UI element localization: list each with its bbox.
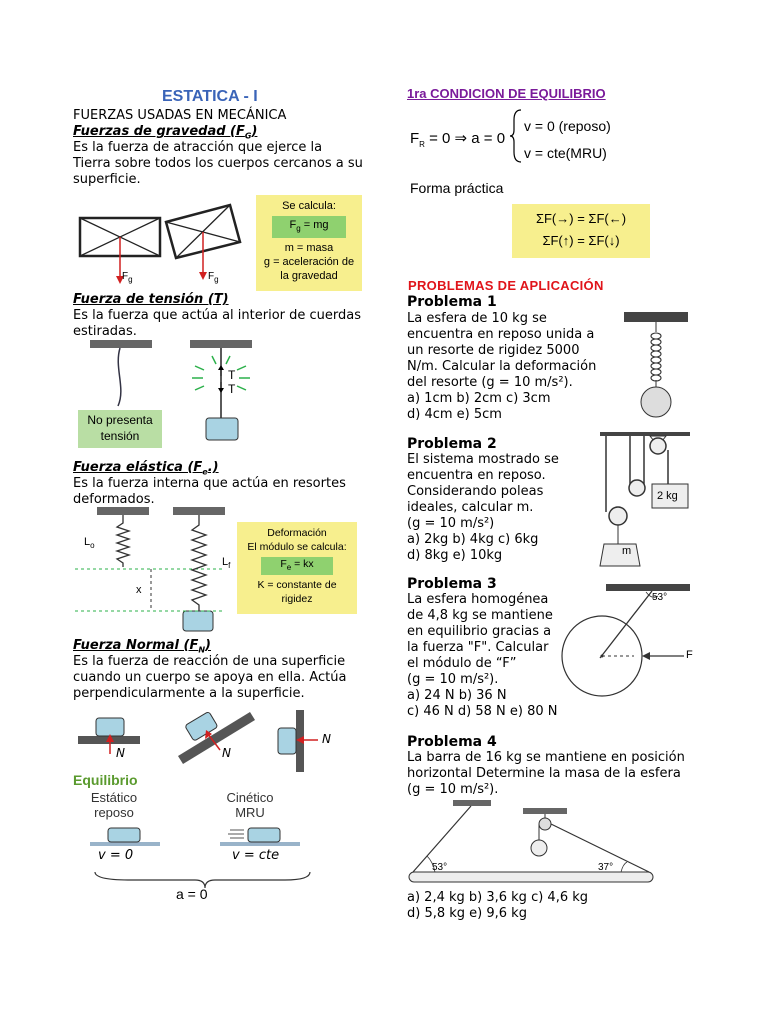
fg-label-2: $F_g$ <box>208 271 219 284</box>
spring-diagram <box>75 505 245 633</box>
problem-3-text: La esfera homogénea de 4,8 kg se mantiene en equilibrio gracias a la fuerza "F". Calcular el módulo de “F” (g = 10 m/s²). a) 24 N b) 36 N c) 46 N d) 58 N e) 80 N <box>407 592 558 719</box>
normal-diagram <box>78 706 338 776</box>
problem-3-title: Problema 3 <box>407 576 497 592</box>
practical-form: Forma práctica <box>410 180 504 196</box>
case-mru: v = cte(MRU) <box>524 145 607 161</box>
problem-3-f-label: F <box>686 649 693 661</box>
brace <box>509 108 523 164</box>
problem-4-options: a) 2,4 kg b) 3,6 kg c) 4,6 kg d) 5,8 kg e) 9,6 kg <box>407 890 589 921</box>
problem-1-title: Problema 1 <box>407 294 497 310</box>
condition-title: 1ra CONDICION DE EQUILIBRIO <box>407 86 606 101</box>
normal-n-label-2: N <box>222 746 231 760</box>
problem-1-diagram <box>622 312 692 422</box>
tension-text: Es la fuerza que actúa al interior de cuerdas estiradas. <box>73 308 361 339</box>
problems-title: PROBLEMAS DE APLICACIÓN <box>408 278 604 293</box>
lo-label: $L_o$ <box>84 536 95 551</box>
no-tension-box: No presenta tensión <box>78 410 162 448</box>
gravity-heading: Fuerzas de gravedad $(F_G)$ <box>73 124 258 141</box>
elastic-formula-box: Deformación El módulo se calcula: $F_e$ = kx K = constante de rigidez <box>237 522 357 614</box>
case-rest: v = 0 (reposo) <box>524 118 611 134</box>
problem-2-text: El sistema mostrado se encuentra en reposo. Considerando poleas ideales, calcular m. (g = 10 m/s²) a) 2kg b) 4kg c) 6kg d) 8kg e) 10kg <box>407 452 559 563</box>
gravity-text: Es la fuerza de atracción que ejerce la Tierra sobre todos los cuerpos cercanos a su superficie. <box>73 140 363 187</box>
problem-2-title: Problema 2 <box>407 436 497 452</box>
problem-4-diagram <box>405 800 655 892</box>
problem-3-angle: 53° <box>652 592 668 603</box>
vcte-label: v = cte <box>232 848 280 863</box>
fg-label-1: $F_g$ <box>122 271 133 284</box>
problem-3-diagram <box>560 584 700 700</box>
problem-4-title: Problema 4 <box>407 734 497 750</box>
practical-formula-box: ΣF(→) = ΣF(←) ΣF(↑) = ΣF(↓) <box>512 204 650 258</box>
normal-text: Es la fuerza de reacción de una superficie cuando un cuerpo se apoya en ella. Actúa perpendicularmente a la superficie. <box>73 654 347 701</box>
normal-heading: Fuerza Normal $(F_N)$ <box>73 638 211 655</box>
tension-t-label-2: T <box>228 382 236 396</box>
elastic-heading: Fuerza elástica $(F_e.)$ <box>73 460 219 477</box>
normal-n-label-1: N <box>116 746 125 760</box>
gravity-formula-box: Se calcula: $F_g$ = mg m = masa g = aceleración de la gravedad <box>256 195 362 291</box>
problem-4-text: La barra de 16 kg se mantiene en posición horizontal Determine la masa de la esfera (g = 10 m/s²). <box>407 750 685 797</box>
problem-2-mass-label: 2 kg <box>657 490 678 502</box>
static-label: Estático reposo <box>90 790 138 820</box>
tension-heading: Fuerza de tensión (T) <box>73 292 229 307</box>
section-subtitle: FUERZAS USADAS EN MECÁNICA <box>73 108 287 123</box>
problem-4-angle-right: 37° <box>598 862 614 873</box>
problem-2-m-label: m <box>622 545 632 557</box>
equilibrium-equation: $F_R = 0$ ⇒ a = 0 <box>410 130 506 149</box>
gravity-diagram <box>70 200 250 290</box>
elastic-text: Es la fuerza interna que actúa en resortes deformados. <box>73 476 346 507</box>
problem-2-diagram <box>600 432 692 568</box>
equilibrium-title: Equilibrio <box>73 772 138 788</box>
x-label: x <box>136 584 142 596</box>
a0-label: a = 0 <box>176 886 208 902</box>
problem-4-angle-left: 53° <box>432 862 448 873</box>
problem-1-text: La esfera de 10 kg se encuentra en reposo unida a un resorte de rigidez 5000 N/m. Calcular la deformación del resorte (g = 10 m/s²). a) 1cm b) 2cm c) 3cm d) 4cm e) 5cm <box>407 311 597 422</box>
v0-label: v = 0 <box>98 848 134 863</box>
kinetic-label: Cinético MRU <box>226 790 274 820</box>
lf-label: $L_f$ <box>222 556 231 571</box>
normal-n-label-3: N <box>322 732 331 746</box>
page-title: ESTATICA - I <box>162 88 258 105</box>
tension-t-label-1: T <box>228 368 236 382</box>
